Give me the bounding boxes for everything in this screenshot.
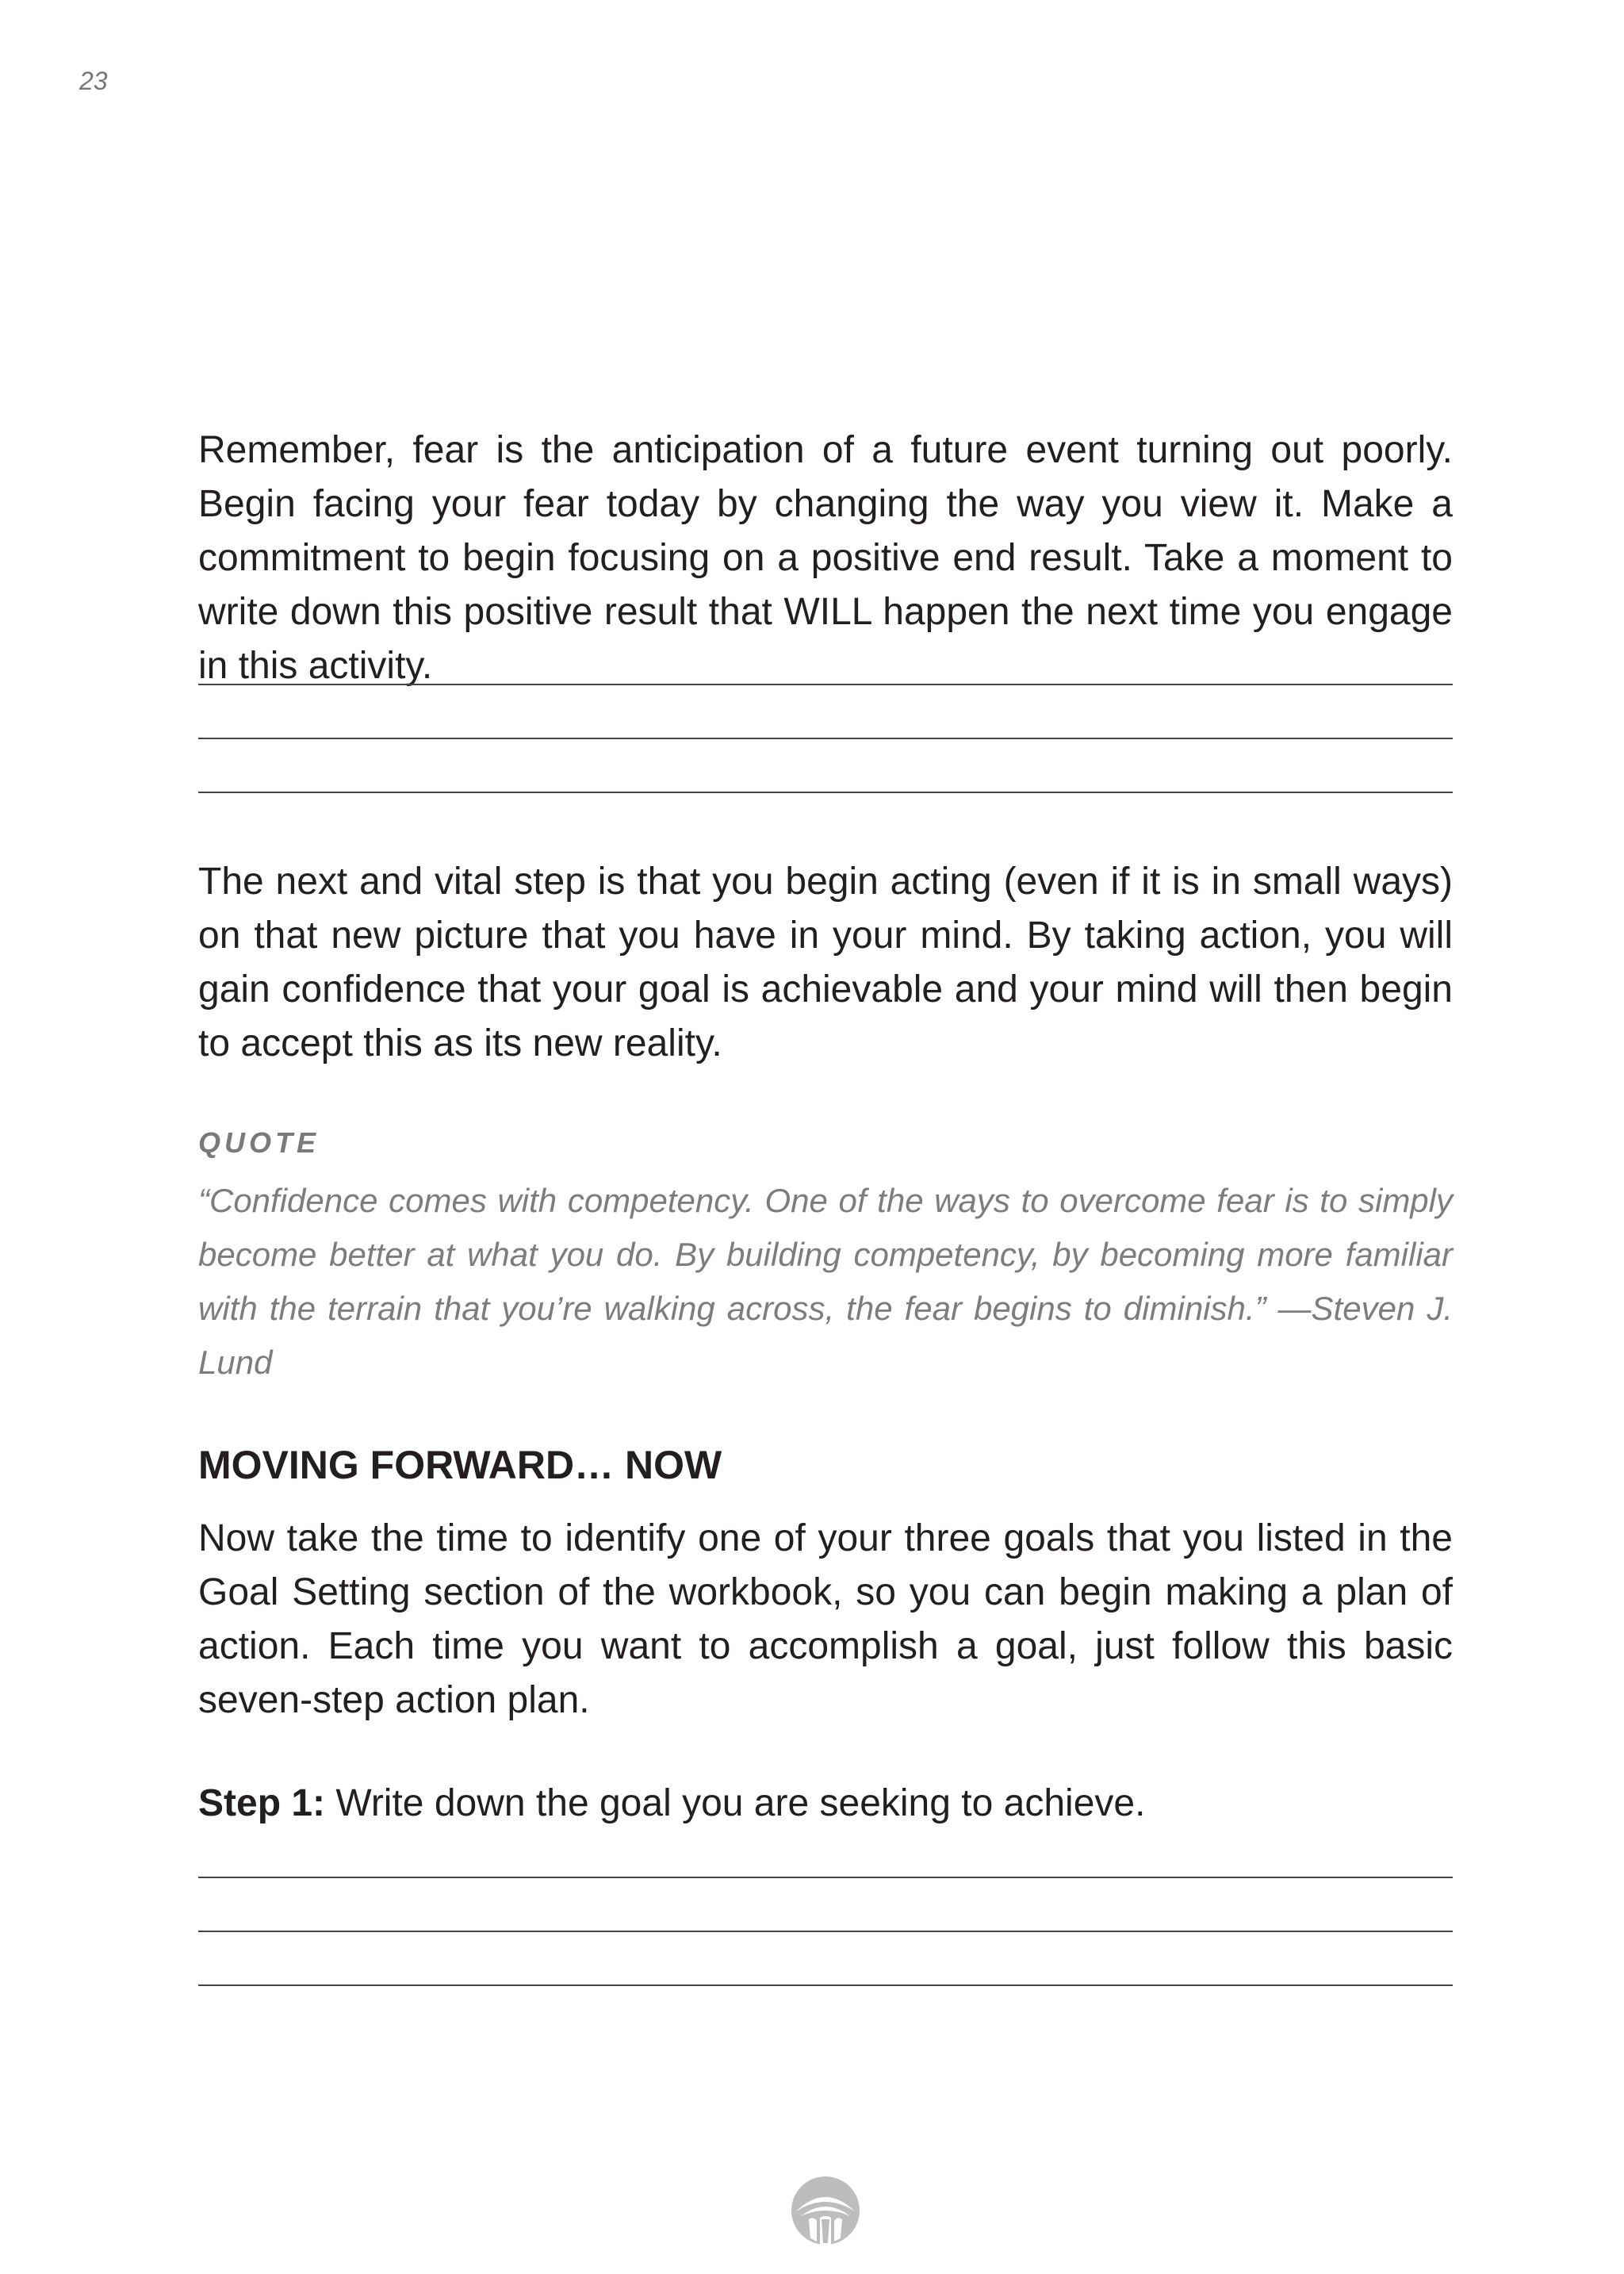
action-paragraph: The next and vital step is that you begin acting (even if it is in small ways) on that new picture that you have in your mind. By taking action, you will gain confidence that your goal is achievable and your mind will then begin to accept this as its new reality. [198, 861, 1453, 1064]
moving-forward-section [198, 1512, 1453, 1728]
intro-paragraph: Remember, fear is the anticipation of a future event turning out poorly. Begin facing your fear today by changing the way you view it. Make a commitment to begin focusing on a positive end result. Take a moment to write down this positive result that WILL happen the next time you engage in this activity. [198, 429, 1453, 687]
step-1-text: Write down the goal you are seeking to achieve. [335, 1782, 1146, 1824]
answer-line[interactable] [198, 1984, 1453, 1986]
page-number: 23 [79, 67, 108, 95]
answer-line[interactable] [198, 792, 1453, 793]
step-1 [198, 1777, 1453, 1831]
section-heading: MOVING FORWARD… NOW [198, 1443, 722, 1487]
brand-logo-icon [790, 2175, 861, 2246]
action-section [198, 855, 1453, 1071]
quote-label: QUOTE [198, 1126, 320, 1159]
answer-line[interactable] [198, 1931, 1453, 1932]
moving-forward-paragraph: Now take the time to identify one of your three goals that you listed in the Goal Setting section of the workbook, so you can begin making a plan of action. Each time you want to accomplish a goal, just follow this basic seven-step action plan. [198, 1517, 1453, 1721]
step-1-paragraph [198, 1777, 1453, 1831]
answer-line[interactable] [198, 1877, 1453, 1878]
quote-text: “Confidence comes with competency. One of the ways to overcome fear is to simply become better at what you do. By building competency, by becoming more familiar with the terrain that you’re walking across, the fear begins to diminish.” —Steven J. Lund [198, 1182, 1453, 1381]
answer-line[interactable] [198, 684, 1453, 685]
step-1-label: Step 1: [198, 1782, 326, 1824]
answer-line[interactable] [198, 738, 1453, 739]
intro-section [198, 424, 1453, 693]
